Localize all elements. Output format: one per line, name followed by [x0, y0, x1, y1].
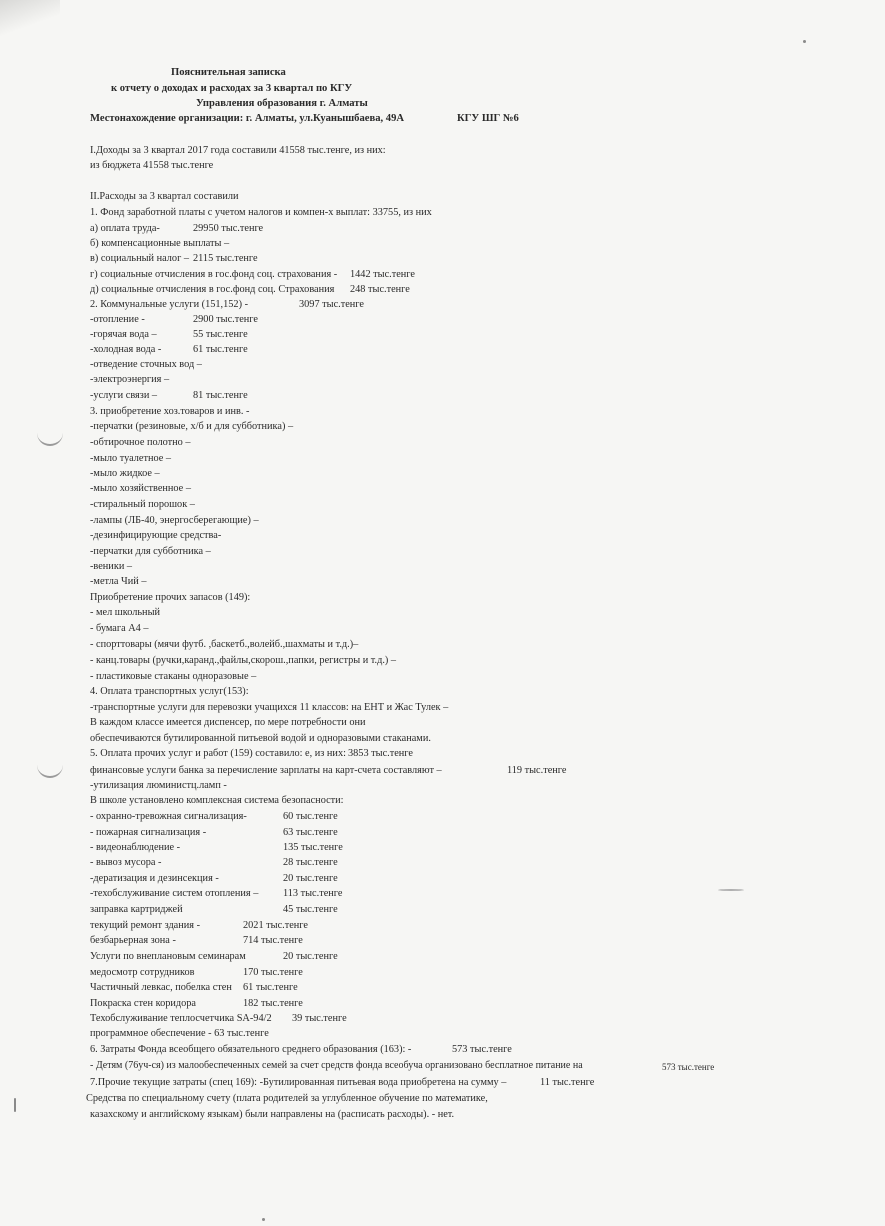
other-item-label: безбарьерная зона - [90, 935, 176, 946]
list-item: -мыло туалетное – [90, 453, 172, 464]
transport-title: 4. Оплата транспортных услуг(153): [90, 686, 249, 697]
other-item-value: 39 тыс.тенге [292, 1013, 347, 1024]
list-item: -перчатки (резиновые, х/б и для субботника) – [90, 421, 294, 432]
other-item-label: Частичный левкас, побелка стен [90, 982, 232, 993]
list-item: -веники – [90, 561, 133, 572]
list-item: -дезинфицирующие средства- [90, 530, 222, 541]
wages-label: а) оплата труда- [90, 223, 160, 234]
special-account-line1: Средства по специальному счету (плата родителей за углубленное обучение по математике, [86, 1093, 488, 1104]
list-item: -мыло жидкое – [90, 468, 160, 479]
list-item: -лампы (ЛБ-40, энергосберегающие) – [90, 515, 259, 526]
education-fund-value: 573 тыс.тенге [452, 1044, 512, 1055]
household-goods-title: 3. приобретение хоз.товаров и инв. - [90, 406, 250, 417]
other-item-label: Услуги по внеплановым семинарам [90, 951, 246, 962]
scan-speck [718, 889, 744, 891]
social-tax-label: в) социальный налог – [90, 253, 190, 264]
cold-water-value: 61 тыс.тенге [193, 344, 248, 355]
heating-value: 2900 тыс.тенге [193, 314, 258, 325]
current-costs-label: 7.Прочие текущие затраты (спец 169): -Бутилированная питьевая вода приобретена на сумму – [90, 1077, 507, 1088]
other-supplies-title: Приобретение прочих запасов (149): [90, 592, 251, 603]
heating-label: -отопление - [90, 314, 145, 325]
document-subtitle: к отчету о доходах и расходах за 3 квартал по КГУ [111, 83, 353, 94]
other-item-label: Техобслуживание теплосчетчика SA-94/2 [90, 1013, 272, 1024]
sewage-label: -отведение сточных вод – [90, 359, 202, 370]
other-item-value: 182 тыс.тенге [243, 998, 303, 1009]
scan-speck [262, 1218, 265, 1221]
income-line: I.Доходы за 3 квартал 2017 года составили 41558 тыс.тенге, из них: [90, 145, 386, 156]
security-item-label: - охранно-тревожная сигнализация- [90, 811, 247, 822]
other-services-value: 3853 тыс.тенге [348, 748, 413, 759]
social-insurance2-value: 248 тыс.тенге [350, 284, 410, 295]
security-item-label: -дератизация и дезинсекция - [90, 873, 219, 884]
other-item-value: 2021 тыс.тенге [243, 920, 308, 931]
security-item-value: 113 тыс.тенге [283, 888, 343, 899]
hot-water-label: -горячая вода – [90, 329, 157, 340]
other-item-label: медосмотр сотрудников [90, 967, 195, 978]
utilities-value: 3097 тыс.тенге [299, 299, 364, 310]
special-account-line2: казахскому и английскому языкам) были направлены на (расписать расходы). - нет. [90, 1109, 455, 1120]
lamp-disposal-label: -утилизация люминистц.ламп - [90, 780, 227, 791]
income-budget-line: из бюджета 41558 тыс.тенге [90, 160, 214, 171]
document-subtitle-org: Управления образования г. Алматы [196, 98, 368, 109]
list-item: - мел школьный [90, 607, 160, 618]
security-item-value: 28 тыс.тенге [283, 857, 338, 868]
organization-location: Местонахождение организации: г. Алматы, ул.Куанышбаева, 49А [90, 113, 405, 124]
electricity-label: -электроэнергия – [90, 374, 170, 385]
expenses-title: II.Расходы за 3 квартал составили [90, 191, 239, 202]
transport-line: -транспортные услуги для перевозки учащихся 11 классов: на ЕНТ и Жас Тулек – [90, 702, 449, 713]
education-fund-label: 6. Затраты Фонда всеобщего обязательного среднего образования (163): - [90, 1044, 412, 1055]
security-item-value: 63 тыс.тенге [283, 827, 338, 838]
water-note-line2: обеспечиваются бутилированной питьевой водой и одноразовыми стаканами. [90, 733, 431, 744]
utilities-label: 2. Коммунальные услуги (151,152) - [90, 299, 249, 310]
punch-hole-mark [37, 430, 63, 446]
bank-services-value: 119 тыс.тенге [507, 765, 567, 776]
list-item: -обтирочное полотно – [90, 437, 191, 448]
social-insurance2-label: д) социальные отчисления в гос.фонд соц. Страхования [90, 284, 335, 295]
security-item-label: заправка картриджей [90, 904, 183, 915]
security-item-value: 45 тыс.тенге [283, 904, 338, 915]
current-costs-value: 11 тыс.тенге [540, 1077, 595, 1088]
list-item: - канц.товары (ручки,каранд.,файлы,скорош.,папки, регистры и т.д.) – [90, 655, 397, 666]
bank-services-label: финансовые услуги банка за перечисление зарплаты на карт-счета составляют – [90, 765, 442, 776]
list-item: -метла Чий – [90, 576, 147, 587]
organization-name: КГУ ШГ №6 [457, 113, 519, 124]
payroll-fund-line: 1. Фонд заработной платы с учетом налогов и компен-х выплат: 33755, из них [90, 207, 432, 218]
punch-hole-mark [37, 762, 63, 778]
other-item-value: 170 тыс.тенге [243, 967, 303, 978]
communications-value: 81 тыс.тенге [193, 390, 248, 401]
security-item-value: 20 тыс.тенге [283, 873, 338, 884]
document-title: Пояснительная записка [171, 67, 286, 78]
cold-water-label: -холодная вода - [90, 344, 162, 355]
security-item-value: 135 тыс.тенге [283, 842, 343, 853]
scan-speck [14, 1098, 16, 1112]
social-tax-value: 2115 тыс.тенге [193, 253, 258, 264]
list-item: - спорттовары (мячи футб. ,баскетб.,волейб.,шахматы и т.д.)– [90, 639, 359, 650]
list-item: - бумага А4 – [90, 623, 149, 634]
scan-shadow [0, 0, 60, 40]
social-insurance-label: г) социальные отчисления в гос.фонд соц. страхования - [90, 269, 338, 280]
scan-speck [803, 40, 806, 43]
other-item-value: 20 тыс.тенге [283, 951, 338, 962]
list-item: -стиральный порошок – [90, 499, 195, 510]
security-item-label: - вывоз мусора - [90, 857, 162, 868]
software-line: программное обеспечение - 63 тыс.тенге [90, 1028, 269, 1039]
free-meals-label: - Детям (76уч-ся) из малообеспеченных семей за счет средств фонда всеобуча организовано бесплатное питание на [90, 1060, 583, 1071]
other-item-label: текущий ремонт здания - [90, 920, 201, 931]
social-insurance-value: 1442 тыс.тенге [350, 269, 415, 280]
compensation-label: б) компенсационные выплаты – [90, 238, 230, 249]
other-services-label: 5. Оплата прочих услуг и работ (159) составило: е, из них: [90, 748, 346, 759]
security-item-label: - видеонаблюдение - [90, 842, 181, 853]
communications-label: -услуги связи – [90, 390, 158, 401]
free-meals-value: 573 тыс.тенге [662, 1062, 715, 1072]
security-item-label: -техобслуживание систем отопления – [90, 888, 259, 899]
other-item-label: Покраска стен коридора [90, 998, 196, 1009]
other-item-value: 61 тыс.тенге [243, 982, 298, 993]
list-item: - пластиковые стаканы одноразовые – [90, 671, 257, 682]
other-item-value: 714 тыс.тенге [243, 935, 303, 946]
water-note-line1: В каждом классе имеется диспенсер, по мере потребности они [90, 717, 366, 728]
security-item-label: - пожарная сигнализация - [90, 827, 207, 838]
list-item: -перчатки для субботника – [90, 546, 211, 557]
security-title: В школе установлено комплексная система безопасности: [90, 795, 344, 806]
security-item-value: 60 тыс.тенге [283, 811, 338, 822]
wages-value: 29950 тыс.тенге [193, 223, 264, 234]
hot-water-value: 55 тыс.тенге [193, 329, 248, 340]
list-item: -мыло хозяйственное – [90, 483, 191, 494]
